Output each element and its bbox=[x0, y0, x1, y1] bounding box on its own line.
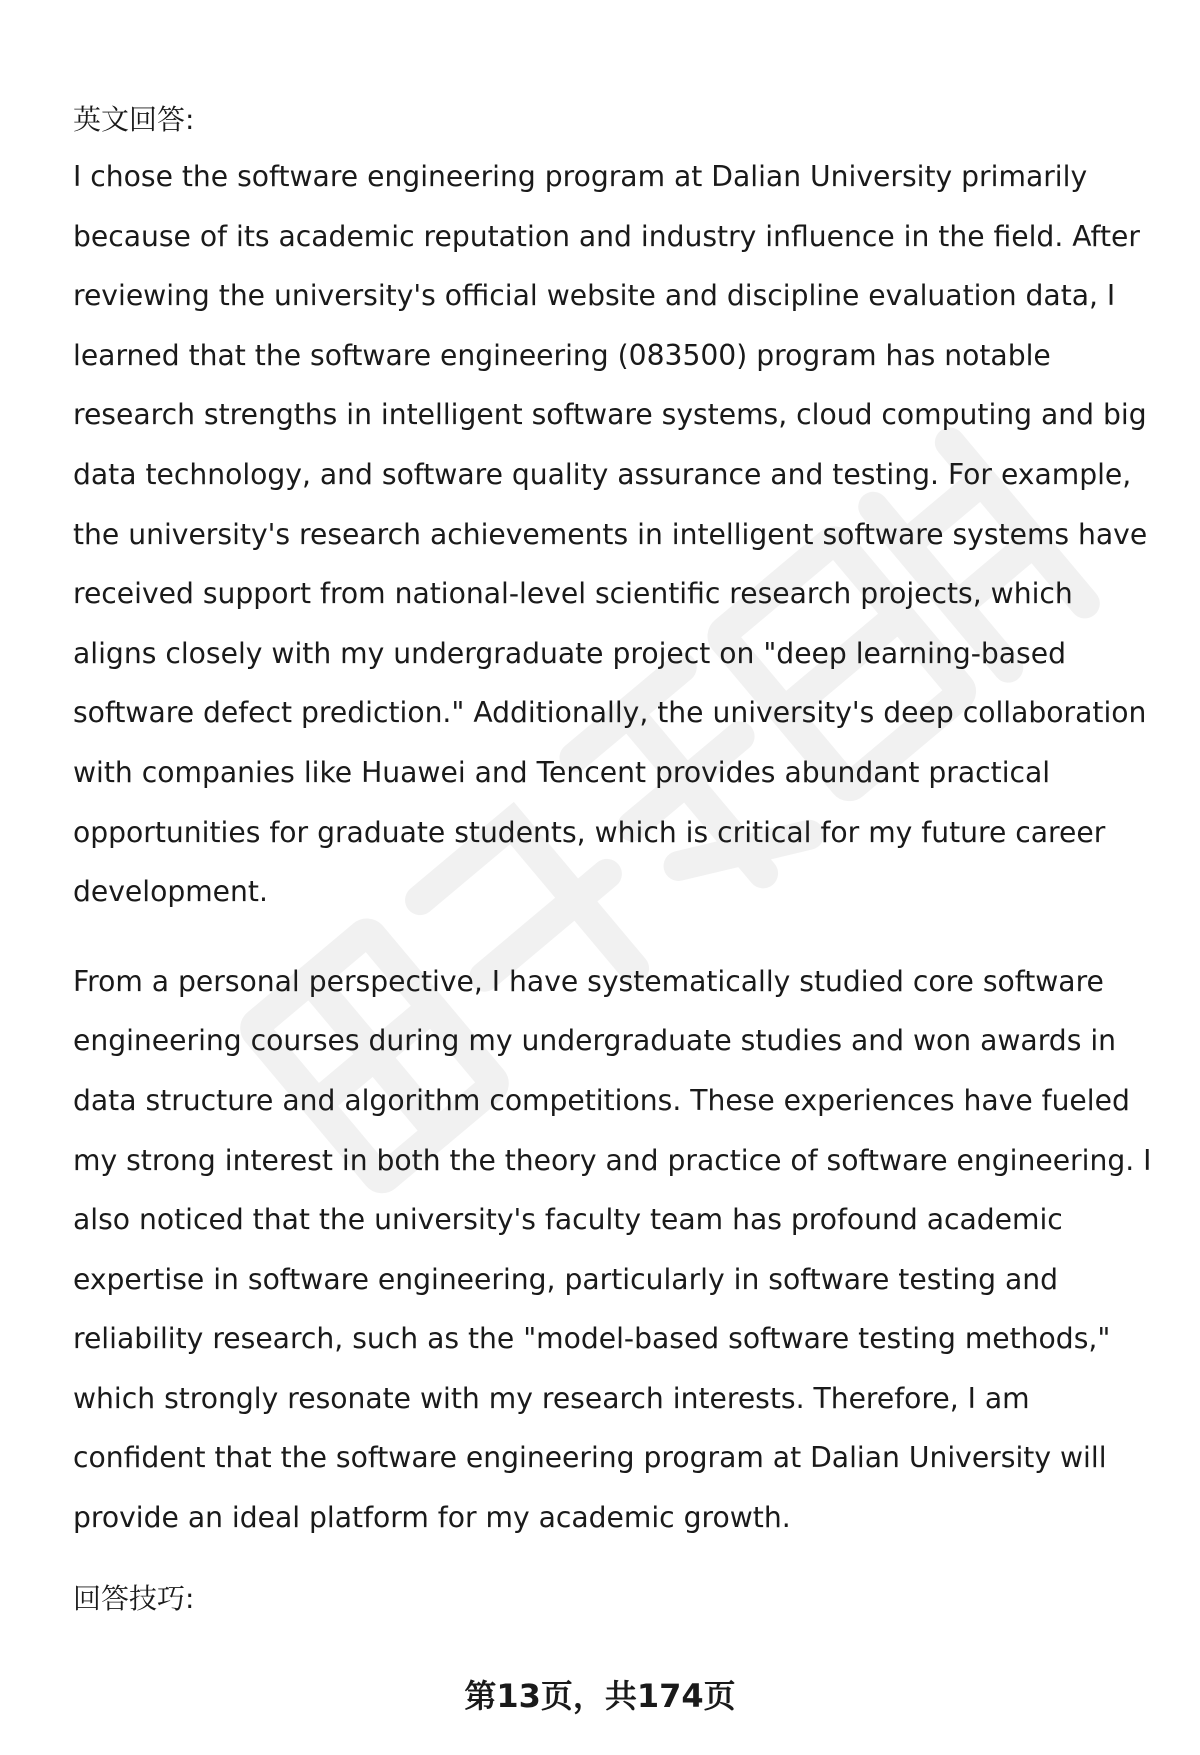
tips-heading: 回答技巧: bbox=[73, 1581, 195, 1615]
document-body bbox=[73, 95, 1163, 1624]
section-heading: 英文回答: bbox=[73, 103, 195, 136]
answer-paragraph-2: From a personal perspective, I have systematically studied core software engineering courses during my undergraduate studies and won awards in data structure and algorithm competitions. These experiences have fueled my strong interest in both the theory and practice of software engineering. I also noticed that the university's faculty team has profound academic expertise in software engineering, particularly in software testing and reliability research, such as the "model-based software testing methods," which strongly resonate with my research interests. Therefore, I am confident that the software engineering program at Dalian University will provide an ideal platform for my academic growth. bbox=[73, 964, 1152, 1535]
page-number: 第13页，共174页 bbox=[464, 1677, 736, 1715]
answer-paragraph-1: I chose the software engineering program at Dalian University primarily because of its academic reputation and industry influence in the field. After reviewing the university's official website and discipline evaluation data, I learned that the software engineering (083500) program has notable research strengths in intelligent software systems, cloud computing and big data technology, and software quality assurance and testing. For example, the university's research achievements in intelligent software systems have received support from national-level scientific research projects, which aligns closely with my undergraduate project on "deep learning-based software defect prediction." Additionally, the university's deep collaboration with companies like Huawei and Tencent provides abundant practical opportunities for graduate students, which is critical for my future career development. bbox=[73, 160, 1148, 909]
